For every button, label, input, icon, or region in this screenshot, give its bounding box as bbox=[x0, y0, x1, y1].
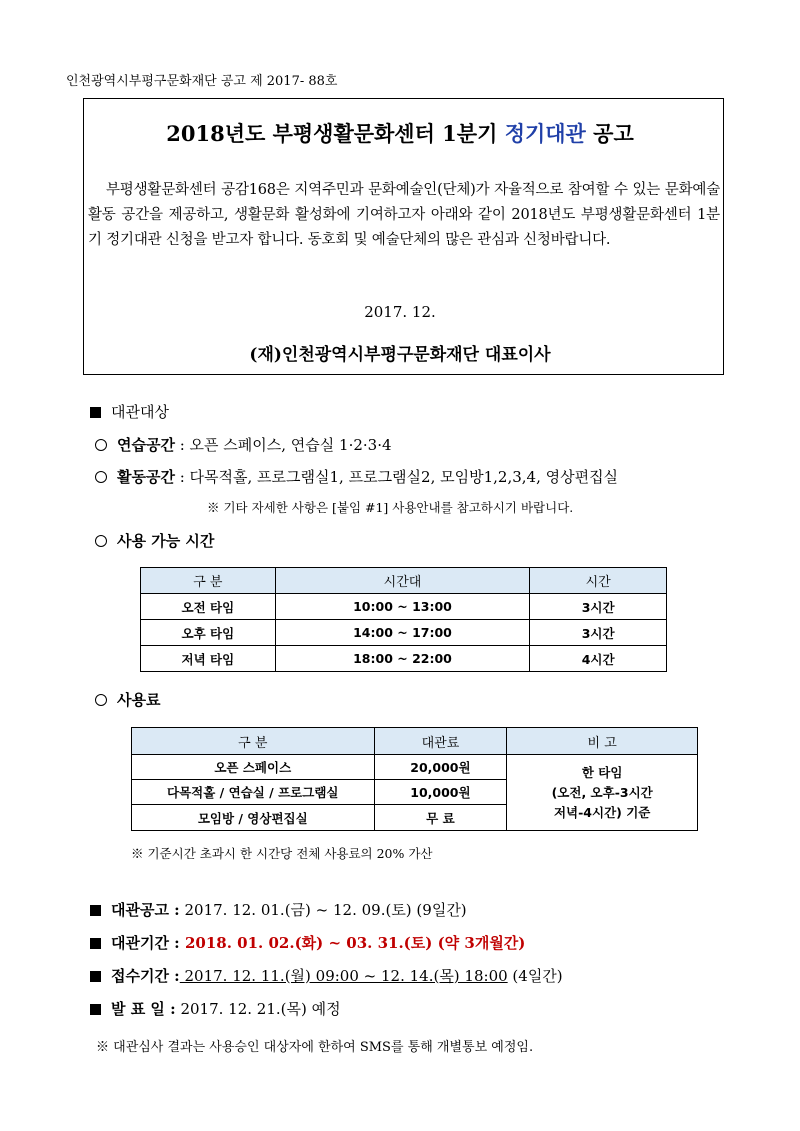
schedule-value: 2018. 01. 02.(화) ~ 03. 31.(토) (약 3개월간) bbox=[179, 934, 526, 952]
fee-remark-cell bbox=[507, 755, 698, 831]
table-cell: 무 료 bbox=[374, 805, 507, 831]
fee-remark-line: 한 타임 bbox=[581, 764, 623, 780]
circle-bullet-icon bbox=[95, 694, 107, 706]
section-heading: 대관대상 bbox=[111, 403, 169, 421]
table-header: 시간 bbox=[530, 568, 667, 594]
announcement-date: 2017. 12. bbox=[364, 303, 436, 321]
table-cell: 오픈 스페이스 bbox=[132, 755, 375, 780]
practice-space-value: : 오픈 스페이스, 연습실 1·2·3·4 bbox=[174, 436, 392, 454]
schedule-label: 접수기간 : bbox=[111, 967, 180, 985]
circle-bullet-icon bbox=[95, 535, 107, 547]
footer-note: ※ 대관심사 결과는 사용승인 대상자에 한하여 SMS를 통해 개별통보 예정임. bbox=[96, 1040, 534, 1055]
schedule-suffix: (4일간) bbox=[507, 967, 563, 985]
table-header: 구 분 bbox=[132, 728, 375, 755]
fee-remark-line: 저녁-4시간) 기준 bbox=[553, 804, 651, 820]
table-header: 시간대 bbox=[275, 568, 530, 594]
practice-space-line bbox=[95, 434, 392, 455]
section-fee bbox=[95, 689, 160, 710]
schedule-value: 2017. 12. 01.(금) ~ 12. 09.(토) (9일간) bbox=[179, 901, 467, 919]
schedule-announce bbox=[90, 899, 467, 920]
table-cell: 모임방 / 영상편집실 bbox=[132, 805, 375, 831]
square-bullet-icon bbox=[90, 905, 101, 916]
section-hours bbox=[95, 530, 214, 551]
practice-space-label: 연습공간 bbox=[117, 436, 175, 454]
activity-space-line bbox=[95, 466, 618, 487]
table-cell: 오후 타임 bbox=[141, 620, 276, 646]
table-cell: 18:00 ~ 22:00 bbox=[275, 646, 530, 672]
title-suffix: 공고 bbox=[585, 121, 634, 146]
circle-bullet-icon bbox=[95, 471, 107, 483]
table-row bbox=[141, 620, 667, 646]
square-bullet-icon bbox=[90, 407, 101, 418]
schedule-value: 2017. 12. 21.(목) 예정 bbox=[175, 1000, 341, 1018]
signer: (재)인천광역시부평구문화재단 대표이사 bbox=[249, 345, 551, 365]
table-cell: 3시간 bbox=[530, 594, 667, 620]
schedule-label: 대관공고 : bbox=[111, 901, 180, 919]
table-cell: 3시간 bbox=[530, 620, 667, 646]
schedule-label: 발 표 일 : bbox=[111, 1000, 176, 1018]
section-target bbox=[90, 401, 169, 422]
table-cell: 10,000원 bbox=[374, 780, 507, 805]
fee-table bbox=[131, 727, 698, 831]
schedule-value: 2017. 12. 11.(월) 09:00 ~ 12. 14.(목) 18:00 bbox=[179, 967, 508, 985]
table-cell: 오전 타임 bbox=[141, 594, 276, 620]
square-bullet-icon bbox=[90, 1004, 101, 1015]
table-row bbox=[141, 646, 667, 672]
activity-space-value: : 다목적홀, 프로그램실1, 프로그램실2, 모임방1,2,3,4, 영상편집실 bbox=[174, 468, 619, 486]
table-header-row bbox=[141, 568, 667, 594]
table-row bbox=[132, 755, 698, 780]
table-header: 구 분 bbox=[141, 568, 276, 594]
schedule-rental-period bbox=[90, 932, 525, 953]
table-row bbox=[141, 594, 667, 620]
table-cell: 저녁 타임 bbox=[141, 646, 276, 672]
table-header-row bbox=[132, 728, 698, 755]
title-highlight: 정기대관 bbox=[504, 121, 586, 146]
intro-paragraph: 부평생활문화센터 공감168은 지역주민과 문화예술인(단체)가 자율적으로 참여할 수 있는 문화예술 활동 공간을 제공하고, 생활문화 활성화에 기여하고자 아래와 같이 2018년도 부평생활문화센터 1분기 정기대관 신청을 받고자 합니다. 동호회 및 예술단체의 많은 관심과 신청바랍니다. bbox=[88, 182, 720, 248]
fee-remark-line: (오전, 오후-3시간 bbox=[551, 784, 653, 800]
section-heading: 사용료 bbox=[117, 691, 161, 709]
table-header: 비 고 bbox=[507, 728, 698, 755]
table-header: 대관료 bbox=[374, 728, 507, 755]
table-cell: 10:00 ~ 13:00 bbox=[275, 594, 530, 620]
schedule-label: 대관기간 : bbox=[111, 934, 180, 952]
activity-space-label: 활동공간 bbox=[117, 468, 175, 486]
table-cell: 14:00 ~ 17:00 bbox=[275, 620, 530, 646]
table-cell: 다목적홀 / 연습실 / 프로그램실 bbox=[132, 780, 375, 805]
page-title bbox=[0, 118, 800, 148]
section-heading: 사용 가능 시간 bbox=[117, 532, 215, 550]
notice-number: 인천광역시부평구문화재단 공고 제 2017- 88호 bbox=[66, 74, 338, 89]
square-bullet-icon bbox=[90, 938, 101, 949]
fee-note: ※ 기준시간 초과시 한 시간당 전체 사용료의 20% 가산 bbox=[131, 846, 433, 861]
title-text: 2018년도 부평생활문화센터 1분기 bbox=[166, 121, 505, 146]
target-note: ※ 기타 자세한 사항은 [붙임 #1] 사용안내를 참고하시기 바랍니다. bbox=[207, 500, 574, 515]
schedule-application bbox=[90, 965, 563, 986]
schedule-announcement-date bbox=[90, 998, 341, 1019]
circle-bullet-icon bbox=[95, 439, 107, 451]
table-cell: 4시간 bbox=[530, 646, 667, 672]
table-cell: 20,000원 bbox=[374, 755, 507, 780]
square-bullet-icon bbox=[90, 971, 101, 982]
hours-table bbox=[140, 567, 667, 672]
